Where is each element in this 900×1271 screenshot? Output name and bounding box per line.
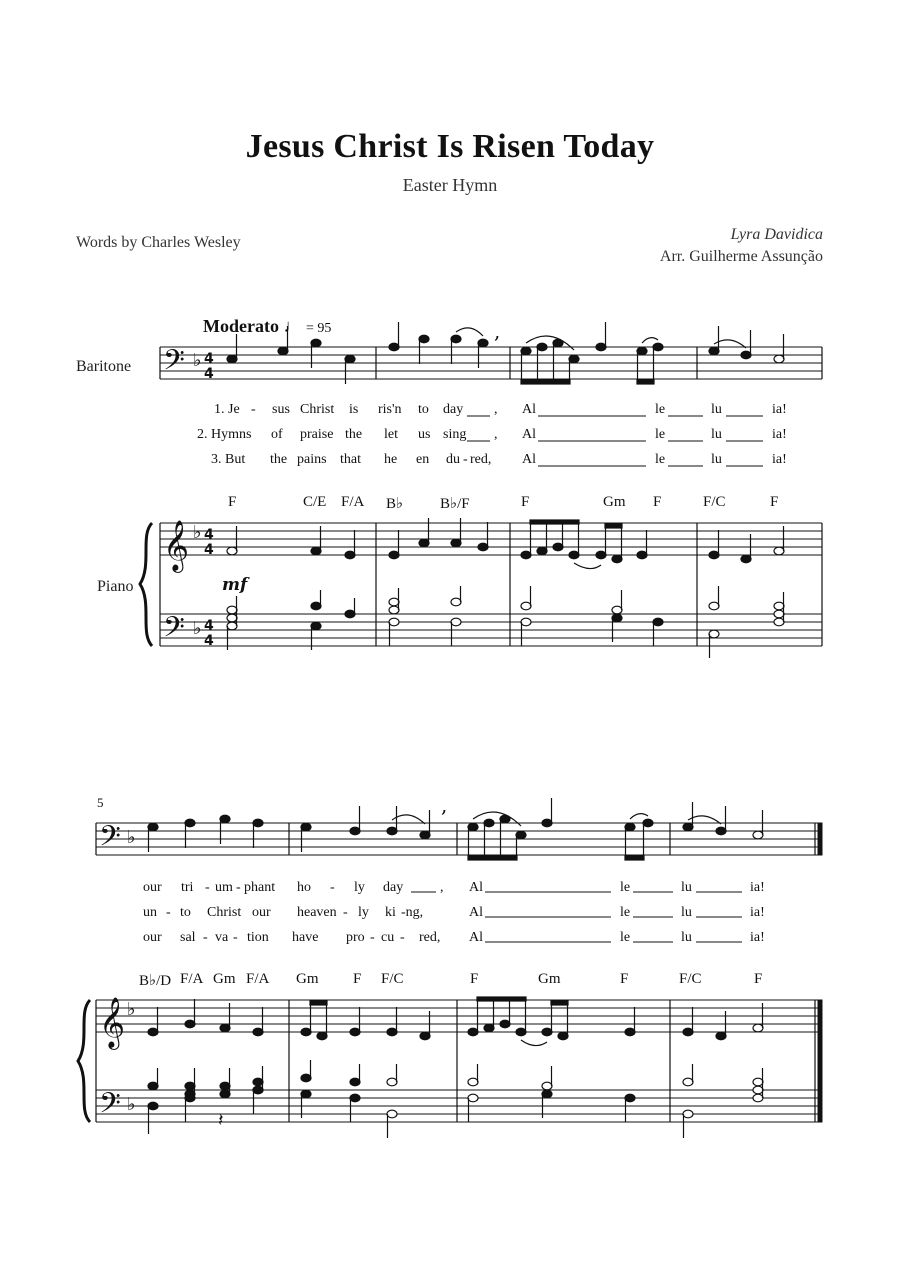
lyric-syllable: Al	[522, 452, 536, 467]
lyric-syllable: -	[203, 930, 208, 945]
lyric-syllable: lu	[711, 402, 722, 417]
chord-symbol: Gm	[603, 494, 626, 510]
lyric-syllable: -ng,	[401, 905, 424, 920]
lyric-syllable: ia!	[750, 905, 765, 920]
lyric-syllable: cu	[381, 930, 395, 945]
dynamic-marking: mf	[222, 575, 248, 595]
lyric-syllable: the	[270, 452, 288, 467]
lyric-syllable: our	[252, 905, 271, 920]
lyric-extenders	[411, 892, 742, 942]
flat-key-signature: ♭	[193, 350, 202, 371]
flat-key-signature: ♭	[127, 999, 136, 1020]
lyric-syllable: heaven	[297, 905, 337, 920]
lyric-syllable: 1. Je	[214, 402, 240, 417]
lyric-syllable: have	[292, 930, 319, 945]
flat-key-signature: ♭	[193, 618, 202, 639]
lyric-syllable: -	[205, 880, 210, 895]
lyric-syllable: lu	[681, 905, 692, 920]
breath-mark: ,	[441, 793, 448, 817]
lyric-syllable: us	[418, 427, 431, 442]
tempo-bpm: = 95	[305, 321, 332, 336]
lyric-syllable: un	[143, 905, 157, 920]
lyric-syllable: lu	[681, 880, 692, 895]
lyric-syllable: Al	[522, 402, 536, 417]
chord-symbol: C/E	[303, 494, 327, 510]
lyric-syllable: day	[443, 402, 464, 417]
lyric-syllable: let	[384, 427, 398, 442]
lyric-syllable: tion	[247, 930, 269, 945]
flat-key-signature: ♭	[193, 522, 202, 543]
chord-symbol: Gm	[296, 971, 319, 987]
bass-clef-icon: 𝄢	[163, 611, 185, 651]
lyric-syllable: lu	[711, 427, 722, 442]
lyric-syllable: praise	[300, 427, 334, 442]
time-signature: 4	[204, 633, 214, 649]
staff-piano-treble	[96, 1000, 822, 1032]
chord-symbol: F/A	[246, 971, 270, 987]
lyric-syllable: that	[340, 452, 361, 467]
time-signature: 4	[204, 351, 214, 367]
lyric-syllable: -	[236, 880, 241, 895]
song-subtitle: Easter Hymn	[402, 175, 498, 195]
staff-piano-bass	[160, 614, 822, 646]
lyric-syllable: ki	[385, 905, 396, 920]
chord-symbol: F	[620, 971, 629, 987]
song-title: Jesus Christ Is Risen Today	[245, 128, 655, 165]
instrument-piano: Piano	[97, 578, 134, 595]
staff-piano-bass	[96, 1090, 822, 1122]
lyric-syllable: le	[655, 427, 666, 442]
bass-clef-icon: 𝄢	[99, 1087, 121, 1127]
lyric-syllable: our	[143, 930, 162, 945]
lyric-syllable: en	[416, 452, 430, 467]
arranger-credit: Arr. Guilherme Assunção	[659, 248, 823, 265]
bass-clef-icon: 𝄢	[99, 820, 121, 860]
lyric-syllable: le	[655, 452, 666, 467]
chord-symbol: F/A	[180, 971, 204, 987]
quarter-note-icon: ♩	[283, 316, 302, 336]
lyric-syllable: -	[251, 402, 256, 417]
lyric-syllable: ly	[358, 905, 369, 920]
lyric-syllable: lu	[711, 452, 722, 467]
lyric-syllable: ia!	[750, 930, 765, 945]
slur	[521, 1040, 547, 1046]
slur	[574, 563, 601, 569]
staff-baritone	[96, 823, 822, 855]
lyric-syllable: Christ	[300, 402, 335, 417]
bass-clef-icon: 𝄢	[163, 344, 185, 384]
lyricist-credit: Words by Charles Wesley	[76, 234, 241, 251]
lyric-syllable: 3. But	[211, 452, 246, 467]
tempo-label: Moderato	[203, 316, 279, 336]
brace	[78, 1000, 90, 1122]
lyric-syllable: va	[215, 930, 229, 945]
lyric-syllable: sal	[180, 930, 196, 945]
lyric-syllable: phant	[244, 880, 276, 895]
piano-treble-notes	[148, 997, 763, 1040]
lyric-syllable: ,	[494, 427, 498, 442]
lyric-syllable: pains	[297, 452, 327, 467]
lyric-syllable: du	[446, 452, 460, 467]
chord-symbol: B♭	[386, 496, 404, 512]
lyric-syllable: our	[143, 880, 162, 895]
lyric-syllable: he	[384, 452, 398, 467]
flat-key-signature: ♭	[127, 1094, 136, 1115]
chord-symbol: B♭/F	[440, 496, 470, 512]
lyric-syllable: ly	[354, 880, 365, 895]
lyric-syllable: -	[463, 452, 468, 467]
chord-symbol: F/C	[703, 494, 726, 510]
lyric-syllable: Al	[469, 880, 483, 895]
lyric-syllable: day	[383, 880, 404, 895]
lyric-syllable: red,	[419, 930, 441, 945]
composer-credit: Lyra Davidica	[730, 226, 823, 243]
staff-piano-treble	[160, 523, 822, 555]
lyric-syllable: ia!	[750, 880, 765, 895]
lyric-extenders	[467, 416, 763, 466]
chord-symbol: F	[353, 971, 362, 987]
chord-symbol: B♭/D	[139, 973, 172, 989]
chord-symbol: F	[470, 971, 479, 987]
lyric-syllable: 2. Hymns	[197, 427, 252, 442]
chord-symbol: F	[521, 494, 530, 510]
voice-notes	[227, 322, 784, 384]
lyric-syllable: of	[271, 427, 283, 442]
lyric-syllable: um	[215, 880, 233, 895]
quarter-rest: 𝄽	[218, 1110, 224, 1131]
lyric-syllable: is	[349, 402, 359, 417]
chord-symbol: F	[228, 494, 237, 510]
chord-symbol: F/A	[341, 494, 365, 510]
lyric-syllable: sus	[272, 402, 290, 417]
lyric-syllable: lu	[681, 930, 692, 945]
chord-symbol: F	[754, 971, 763, 987]
treble-clef-icon: 𝄞	[163, 520, 190, 571]
lyric-syllable: sing	[443, 427, 467, 442]
staff-baritone	[160, 347, 822, 379]
time-signature: 4	[204, 366, 214, 382]
lyric-syllable: ia!	[772, 427, 787, 442]
lyric-syllable: ,	[440, 880, 444, 895]
lyric-syllable: le	[620, 880, 631, 895]
lyric-syllable: tri	[181, 880, 194, 895]
lyric-syllable: the	[345, 427, 363, 442]
time-signature: 4	[204, 618, 214, 634]
lyric-syllable: Al	[469, 905, 483, 920]
lyric-syllable: Al	[522, 427, 536, 442]
lyric-syllable: le	[620, 905, 631, 920]
lyric-syllable: Christ	[207, 905, 242, 920]
lyric-syllable: to	[180, 905, 191, 920]
barlines	[96, 823, 815, 1122]
chord-symbol: F	[770, 494, 779, 510]
chord-symbol: F/C	[381, 971, 404, 987]
chord-symbol: Gm	[213, 971, 236, 987]
instrument-baritone: Baritone	[76, 358, 132, 375]
chord-symbol: F	[653, 494, 662, 510]
lyric-syllable: -	[166, 905, 171, 920]
piano-bass-notes	[148, 1060, 763, 1138]
lyric-syllable: -	[233, 930, 238, 945]
lyric-syllable: ho	[297, 880, 311, 895]
treble-clef-icon: 𝄞	[99, 997, 126, 1048]
lyric-syllable: to	[418, 402, 429, 417]
voice-notes	[148, 798, 763, 860]
lyric-syllable: Al	[469, 930, 483, 945]
time-signature: 4	[204, 542, 214, 558]
measure-number: 5	[97, 795, 104, 810]
lyric-syllable: le	[620, 930, 631, 945]
lyric-syllable: red,	[470, 452, 492, 467]
final-barline	[818, 823, 822, 1122]
brace	[140, 523, 152, 646]
lyric-syllable: ia!	[772, 452, 787, 467]
piano-treble-notes	[227, 518, 784, 563]
lyric-syllable: ,	[494, 402, 498, 417]
lyric-syllable: pro	[346, 930, 365, 945]
lyric-syllable: -	[343, 905, 348, 920]
lyric-syllable: ris'n	[378, 402, 402, 417]
lyric-syllable: le	[655, 402, 666, 417]
lyric-syllable: -	[370, 930, 375, 945]
lyric-syllable: ia!	[772, 402, 787, 417]
chord-symbol: F/C	[679, 971, 702, 987]
time-signature: 4	[204, 527, 214, 543]
flat-key-signature: ♭	[127, 827, 136, 848]
breath-mark: ,	[494, 319, 501, 343]
chord-symbol: Gm	[538, 971, 561, 987]
lyric-syllable: -	[400, 930, 405, 945]
lyric-syllable: -	[330, 880, 335, 895]
barlines	[160, 347, 822, 646]
